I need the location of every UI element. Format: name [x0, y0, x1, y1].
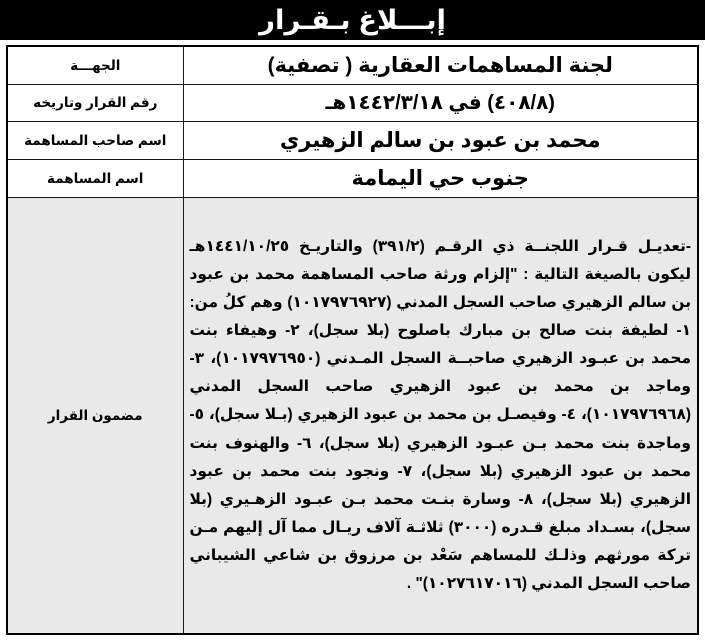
authority-value: لجنة المساهمات العقارية ( تصفية)	[183, 46, 698, 85]
table-row	[7, 121, 698, 159]
document-banner	[0, 0, 705, 40]
project-name-value: جنوب حي اليمامة	[183, 159, 698, 197]
table-row	[7, 85, 698, 122]
decision-number-date-label: رقم القرار وتاريخه	[7, 85, 183, 122]
decision-number-date-value: (٤٠٨/٨) في ١٤٤٢/٣/١٨هـ	[183, 85, 698, 122]
decision-paragraph-2: ١- لطيفة بنت صالح بن مبارك باصلوح (بلا سجل)، ٢- وهيفاء بنت محمد بن عبـود الزهيري صاحبــة السجل المـدني (١٠١٧٩٧٦٩٥٠)، ٣- وماجد بن محمد بن عبود الزهيري صاحب السجل المدني (١٠١٧٩٧٦٩٦٨)، ٤- وفيصـل بن محمد بن عبود الزهيري (بـلا سجل)، ٥- وماجدة بنت محمد بـن عبـود الزهيري (بلا سجل)، ٦- والهنوف بنت محمد بن عبود الزهيري (بلا سجل)، ٧- ونجود بنت محمد بن عبود الزهيري (بلا سجل)، ٨- وسارة بنـت محمد بـن عبـود الزهـيري (بلا سجل)، بسـداد مبلغ قـدره (٣٠٠٠) ثلاثـة آلاف ريـال مما آل إليهم مـن تركة مورثهم وذلـك للمساهم سَعْد بن مرزوق بن شاعي الشيباني صاحب السجل المدني (١٠٢٧٦١٧٠١٦)" .	[189, 322, 692, 592]
owner-name-value: محمد بن عبود بن سالم الزهيري	[183, 121, 698, 159]
project-name-label: اسم المساهمة	[7, 159, 183, 197]
table-row	[7, 159, 698, 197]
decision-content-label: مضمون القرار	[7, 197, 183, 634]
authority-label: الجهـــة	[7, 46, 183, 85]
decision-table	[6, 45, 699, 635]
table-row	[7, 197, 698, 634]
decision-content-value	[183, 197, 698, 634]
decision-paragraph-1: -تعديـل قـرار اللجنــة ذي الرقـم (٣٩١/٢) والتاريـخ ١٤٤١/١٠/٢٥هـ ليكون بالصيغة التالية : "إلزام ورثة صاحب المساهمة محمد بن عبود بن سالم الزهيري صاحب السجل المدني (١٠١٧٩٧٦٩٢٧) وهم كلُ من:	[189, 238, 691, 312]
banner-title: إبـــلاغ بـقـرار	[259, 4, 446, 35]
table-container	[0, 40, 705, 641]
owner-name-label: اسم صاحب المساهمة	[7, 121, 183, 159]
table-row	[7, 46, 698, 85]
